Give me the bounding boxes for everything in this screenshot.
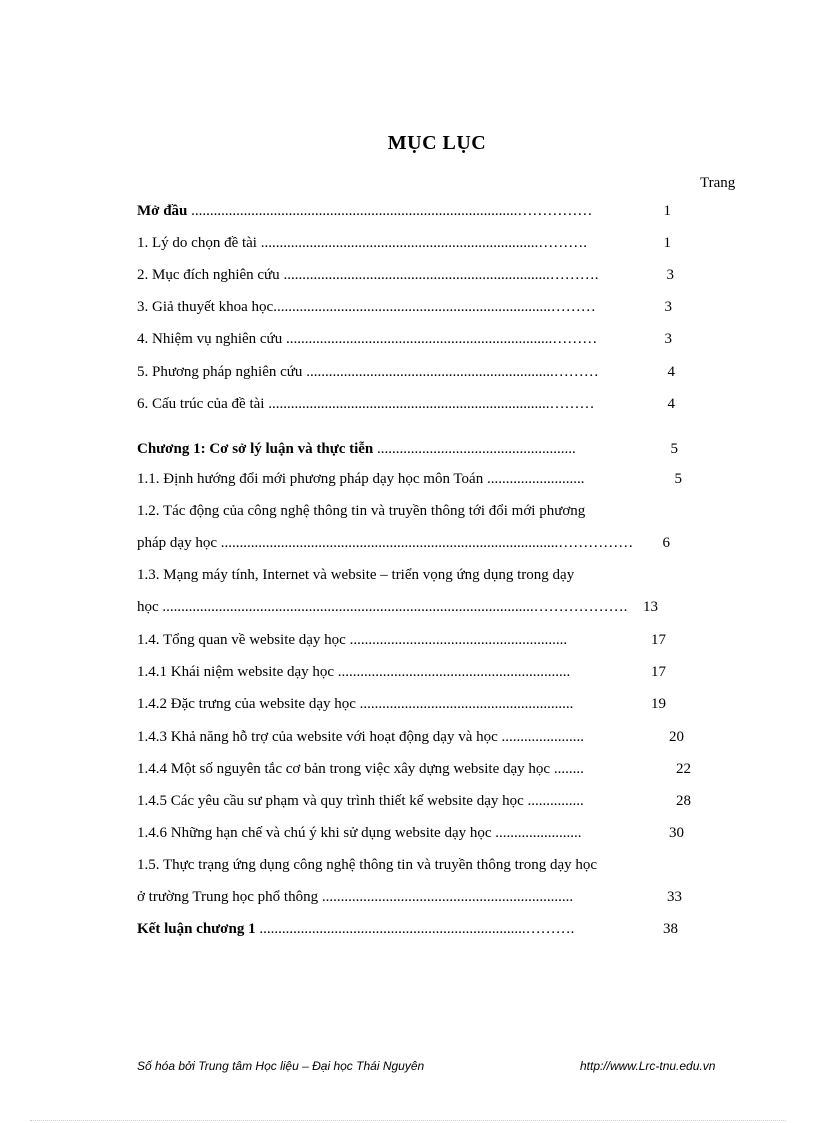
toc-entry-leader: ..........................................................................................…………… [216,535,634,551]
toc-entry-page-number: 30 [669,825,684,841]
toc-entry-title: 1.4.1 Khái niệm website dạy học [137,664,335,680]
toc-entry[interactable] [137,662,570,682]
toc-entry-title: 1.4.2 Đặc trưng của website dạy học [137,696,356,712]
toc-entry-leader: ...........................................................................……… [264,396,595,412]
toc-entry[interactable] [137,533,633,553]
toc-entry-leader: .......................... [483,471,585,487]
footer-source: Số hóa bởi Trung tâm Học liệu – Đại học Thái Nguyên [137,1059,425,1073]
toc-entry-title: Mở đầu [137,203,188,219]
toc-title: MỤC LỤC [387,132,487,154]
toc-entry-leader: ...................... [497,729,585,745]
toc-entry-title: pháp dạy học [137,535,217,551]
toc-entry-title: 1.5. Thực trạng ứng dụng công nghệ thông tin và truyền thông trong dạy học [137,857,598,873]
toc-entry-page-number: 19 [651,696,666,712]
toc-entry-page-number: 13 [643,599,658,615]
toc-entry-page-number: 22 [676,761,691,777]
toc-entry-leader: ..................................................... [373,441,576,457]
toc-entry-page-number: 3 [664,331,672,347]
toc-entry[interactable] [137,297,596,317]
toc-entry-title: 1.4.6 Những hạn chế và chú ý khi sử dụng website dạy học [137,825,492,841]
toc-entry-leader: ........ [550,761,584,777]
toc-entry-title: ở trường Trung học phổ thông [137,889,319,905]
toc-entry-title: học [137,599,159,615]
toc-entry-leader: ..................................................................……… [302,364,599,380]
toc-entry-page-number: 17 [651,664,666,680]
toc-entry[interactable] [137,887,573,907]
toc-entry-title: 4. Nhiệm vụ nghiên cứu [137,331,283,347]
toc-entry-page-number: 3 [664,299,672,315]
toc-entry[interactable] [137,791,584,811]
toc-entry-page-number: 38 [663,921,678,937]
toc-entry[interactable] [137,823,582,843]
toc-entry-page-number: 4 [667,364,675,380]
toc-entry-title: 1.2. Tác động của công nghệ thông tin và truyền thông tới đổi mới phương [137,503,586,519]
toc-entry-title: 1.4.5 Các yêu cầu sư phạm và quy trình thiết kế website dạy học [137,793,524,809]
toc-entry[interactable] [137,469,584,489]
toc-entry-page-number: 6 [662,535,670,551]
toc-entry-leader: .......................................................................................…………… [187,203,593,219]
toc-entry[interactable] [137,201,592,221]
toc-entry[interactable] [137,759,584,779]
toc-entry-page-number: 3 [666,267,674,283]
toc-entry-page-number: 4 [667,396,675,412]
toc-entry-page-number: 20 [669,729,684,745]
toc-entry-leader: ................................................................... [318,889,574,905]
toc-entry-leader: .......................................................... [345,632,568,648]
toc-entry-leader: ....................... [491,825,582,841]
toc-entry-page-number: 33 [667,889,682,905]
toc-entry[interactable] [137,439,576,459]
toc-entry-title: 1.3. Mạng máy tính, Internet và website – triển vọng ứng dụng trong dạy [137,567,575,583]
toc-entry-title: 6. Cấu trúc của đề tài [137,396,265,412]
toc-entry-leader: .......................................................................………. [255,921,575,937]
toc-entry-page-number: 1 [663,203,671,219]
toc-entry-leader: ...................................................................................................………………. [158,599,628,615]
toc-entry-title: 2. Mục đích nghiên cứu [137,267,280,283]
toc-entry-title: Chương 1: Cơ sở lý luận và thực tiễn [137,441,374,457]
toc-entry-page-number: 5 [670,441,678,457]
footer-divider [30,1120,786,1121]
toc-entry-page-number: 28 [676,793,691,809]
toc-entry[interactable] [137,329,597,349]
toc-entry-page-number: 17 [651,632,666,648]
toc-entry-leader: .............................................................. [334,664,571,680]
toc-entry[interactable] [137,501,585,521]
toc-entry-leader: ..........................................................................………. [256,235,587,251]
toc-entry-page-number: 5 [674,471,682,487]
toc-entry-leader: .......................................................................……… [282,331,598,347]
toc-entry-title: Kết luận chương 1 [137,921,256,937]
toc-entry-leader: .......................................................................………. [279,267,599,283]
toc-entry-title: 5. Phương pháp nghiên cứu [137,364,303,380]
toc-entry[interactable] [137,233,587,253]
toc-entry-title: 1.4.4 Một số nguyên tắc cơ bản trong việc xây dựng website dạy học [137,761,551,777]
toc-entry-title: 1.4.3 Khả năng hỗ trợ của website với hoạt động dạy và học [137,729,498,745]
toc-entry-title: 1.1. Định hướng đổi mới phương pháp dạy học môn Toán [137,471,484,487]
toc-entry[interactable] [137,265,598,285]
toc-entry[interactable] [137,630,567,650]
toc-entry[interactable] [137,727,584,747]
toc-entry-leader: ......................................................... [355,696,574,712]
toc-entry-leader: ............... [523,793,584,809]
toc-entry[interactable] [137,919,574,939]
toc-entry-page-number: 1 [663,235,671,251]
toc-entry[interactable] [137,855,597,875]
footer-url[interactable]: http://www.Lrc-tnu.edu.vn [580,1059,716,1073]
page-column-label: Trang [700,175,736,191]
toc-entry-leader: ..........................................................................……… [273,299,596,315]
toc-entry[interactable] [137,394,594,414]
toc-entry[interactable] [137,565,574,585]
toc-entry[interactable] [137,694,573,714]
toc-entry[interactable] [137,597,627,617]
toc-entry-title: 3. Giả thuyết khoa học [137,299,274,315]
toc-entry-title: 1.4. Tổng quan về website dạy học [137,632,346,648]
toc-entry[interactable] [137,362,599,382]
toc-entry-title: 1. Lý do chọn đề tài [137,235,257,251]
